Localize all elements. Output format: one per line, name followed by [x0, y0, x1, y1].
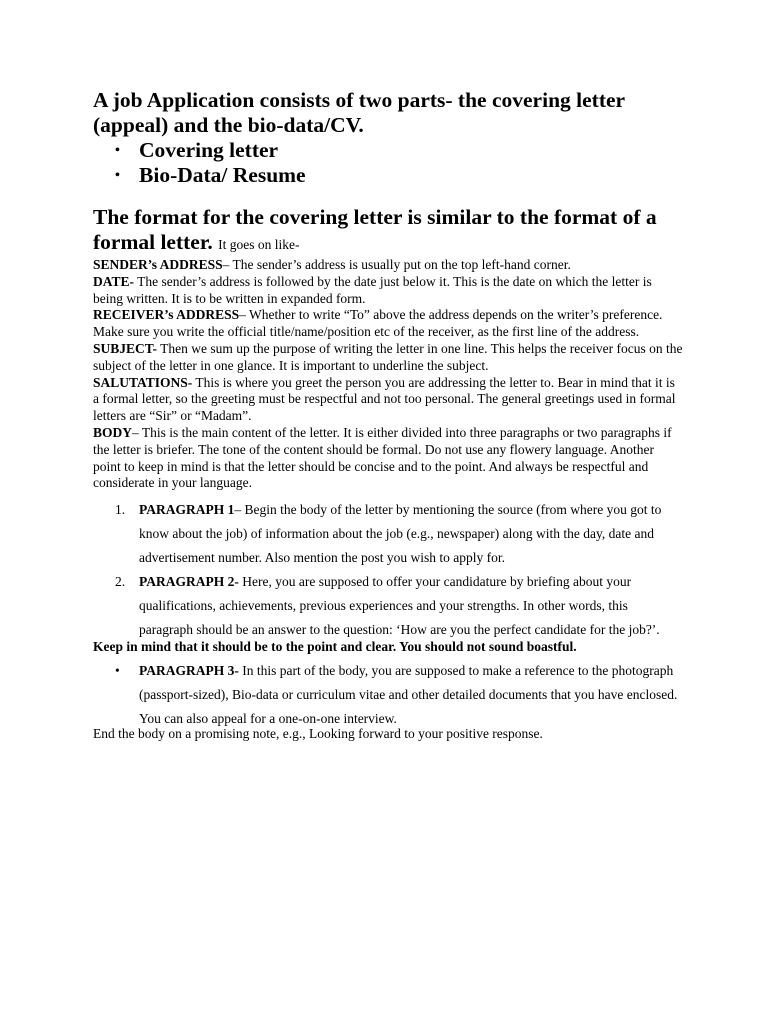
- section-text: – The sender’s address is usually put on the top left-hand corner.: [222, 257, 571, 272]
- intro-heading: A job Application consists of two parts- the covering letter (appeal) and the bio-data/CV.: [93, 88, 625, 137]
- section-term: DATE-: [93, 273, 135, 289]
- list-item: [93, 163, 683, 188]
- list-item-label: Covering letter: [139, 138, 279, 162]
- format-heading: [93, 205, 683, 257]
- section-sender: [93, 257, 683, 274]
- section-text: – Whether to write “To” above the address depends on the writer’s preference. Make sure you write the official title/name/position etc of the receiver, as the first line of the address.: [93, 307, 663, 340]
- section-salutations: [93, 375, 683, 425]
- format-heading-text: The format for the covering letter is similar to the format of a formal letter: [93, 205, 657, 254]
- section-body: [93, 425, 683, 492]
- list-item-label: Bio-Data/ Resume: [139, 163, 306, 187]
- list-number: 2.: [115, 574, 126, 590]
- paragraph3-list: [93, 659, 683, 731]
- section-term: BODY: [93, 424, 133, 440]
- bullet-icon: •: [115, 663, 120, 679]
- bullet-icon: •: [115, 143, 120, 158]
- list-item: [93, 138, 683, 163]
- format-heading-period: .: [207, 230, 219, 254]
- section-term: SUBJECT-: [93, 340, 158, 356]
- document-body: [93, 88, 683, 742]
- paragraph-text: Here, you are supposed to offer your candidature by briefing about your qualifications, achievements, previous experiences and your strengths. In other words, this paragraph should be an answer to the question: ‘How are you the perfect candidate for the job?’.: [139, 574, 660, 638]
- list-item: [93, 659, 683, 731]
- section-text: Then we sum up the purpose of writing the letter in one line. This helps the receiver focus on the subject of the letter in one glance. It is important to underline the subject.: [93, 340, 683, 373]
- list-item: [93, 570, 683, 642]
- section-term: SALUTATIONS-: [93, 374, 193, 390]
- section-text: The sender’s address is followed by the date just below it. This is the date on which the letter is being written. It is to be written in expanded form.: [93, 273, 652, 306]
- bullet-icon: •: [115, 168, 120, 183]
- paragraph-term: PARAGRAPH 1: [139, 502, 235, 518]
- closing-note: End the body on a promising note, e.g., Looking forward to your positive response.: [93, 726, 543, 742]
- paragraph-text: In this part of the body, you are supposed to make a reference to the photograph (passport-sized), Bio-data or curriculum vitae and other detailed documents that you have enclosed. You can also appeal for a one-on-one interview.: [139, 663, 678, 727]
- section-date: [93, 274, 683, 308]
- section-text: – This is the main content of the letter. It is either divided into three paragraphs or two paragraphs if the letter is briefer. The tone of the content should be formal. Do not use any flowery language. Another point to keep in mind is that the letter should be concise and to the point. And always be respectful and considerate in your language.: [93, 424, 672, 491]
- section-receiver: [93, 307, 683, 341]
- paragraph-term: PARAGRAPH 3-: [139, 663, 239, 679]
- parts-list: [93, 138, 683, 188]
- keep-note: Keep in mind that it should be to the point and clear. You should not sound boastful.: [93, 639, 577, 655]
- paragraph-text: – Begin the body of the letter by mentioning the source (from where you got to know about the job) of information about the job (e.g., newspaper) along with the day, date and advertisement number. Also mention the post you wish to apply for.: [139, 502, 662, 566]
- paragraph-term: PARAGRAPH 2-: [139, 574, 239, 590]
- section-term: SENDER’s ADDRESS: [93, 257, 223, 272]
- list-item: [93, 498, 683, 570]
- list-number: 1.: [115, 502, 126, 518]
- format-heading-trail: It goes on like-: [218, 237, 300, 252]
- paragraph-list: [93, 498, 683, 642]
- section-text: This is where you greet the person you are addressing the letter to. Bear in mind that it is a formal letter, so the greeting must be respectful and not too personal. The general greetings used in formal letters are “Sir” or “Madam”.: [93, 374, 676, 424]
- section-term: RECEIVER’s ADDRESS: [93, 307, 240, 323]
- section-subject: [93, 341, 683, 375]
